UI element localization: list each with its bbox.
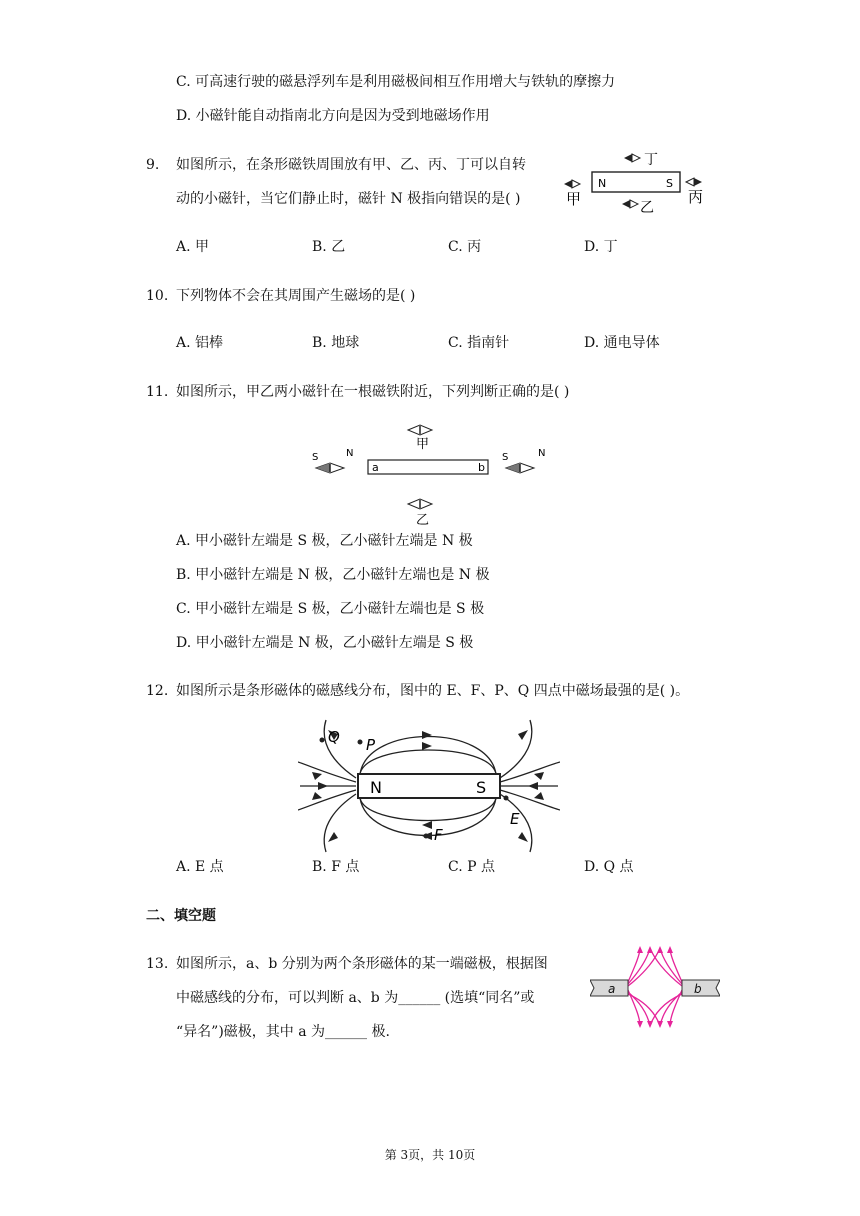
q12-magnet-s: S [476,778,487,797]
q9-number: 9. [146,157,160,173]
q11-left-s: S [312,452,319,463]
q8-option-d: D. 小磁针能自动指南北方向是因为受到地磁场作用 [176,108,490,124]
q12-figure [298,716,560,854]
q13-number: 13. [146,956,169,972]
q9-label-ding: 丁 [644,152,658,168]
q11-number: 11. [146,384,169,400]
section-title-fill-in: 二、填空题 [146,908,216,924]
q11-magnet-b: b [478,461,485,474]
q9-text-line2: 动的小磁针，当它们静止时，磁针 N 极指向错误的是( ) [176,191,521,207]
q10-option-b: B. 地球 [312,335,360,351]
q11-option-d: D. 甲小磁针左端是 N 极，乙小磁针左端是 S 极 [176,635,474,651]
q9-magnet-n: N [598,177,607,190]
q9-magnet-s: S [666,177,673,190]
q13-text-line2: 中磁感线的分布，可以判断 a、b 为______ (选填“同名”或 [176,990,535,1006]
q9-option-c: C. 丙 [448,239,482,255]
q11-label-jia: 甲 [416,437,430,452]
q11-magnet-a: a [372,461,379,474]
q9-option-a: A. 甲 [176,239,210,255]
q12-option-c: C. P 点 [448,859,495,875]
q12-point-p: P [366,736,376,754]
q8-option-c: C. 可高速行驶的磁悬浮列车是利用磁极间相互作用增大与铁轨的摩擦力 [176,74,616,90]
q11-label-yi: 乙 [416,513,430,528]
q11-option-b: B. 甲小磁针左端是 N 极，乙小磁针左端也是 N 极 [176,567,490,583]
q10-option-c: C. 指南针 [448,335,510,351]
q12-point-q: Q [328,728,340,746]
q12-option-a: A. E 点 [176,859,224,875]
q13-magnet-a: a [608,982,616,996]
q9-option-b: B. 乙 [312,239,346,255]
q11-text-line1: 如图所示，甲乙两小磁针在一根磁铁附近，下列判断正确的是( ) [176,384,570,400]
q11-figure [306,420,556,530]
q9-label-jia: 甲 [566,190,582,208]
q9-option-d: D. 丁 [584,239,618,255]
q10-text-line1: 下列物体不会在其周围产生磁场的是( ) [176,288,416,304]
q12-option-d: D. Q 点 [584,859,634,875]
q13-magnet-b: b [694,982,702,996]
q12-number: 12. [146,683,169,699]
page-footer: 第 3页，共 10页 [384,1148,476,1162]
q9-figure [560,146,720,216]
q9-label-yi: 乙 [640,200,654,216]
q12-point-f: F [434,826,443,844]
q10-option-d: D. 通电导体 [584,335,660,351]
q12-point-e: E [510,810,520,828]
q13-figure [590,944,720,1030]
q13-text-line3: “异名”)磁极，其中 a 为______ 极. [176,1024,390,1040]
q11-right-n: N [538,448,546,459]
q12-text-line1: 如图所示是条形磁体的磁感线分布，图中的 E、F、P、Q 四点中磁场最强的是( )。 [176,683,690,699]
q12-magnet-n: N [370,778,382,797]
q11-left-n: N [346,448,354,459]
q12-option-b: B. F 点 [312,859,360,875]
q11-option-c: C. 甲小磁针左端是 S 极，乙小磁针左端也是 S 极 [176,601,485,617]
q10-option-a: A. 铝棒 [176,335,224,351]
q9-text-line1: 如图所示，在条形磁铁周围放有甲、乙、丙、丁可以自转 [176,157,526,173]
q13-text-line1: 如图所示，a、b 分别为两个条形磁体的某一端磁极，根据图 [176,956,548,972]
q11-option-a: A. 甲小磁针左端是 S 极，乙小磁针左端是 N 极 [176,533,473,549]
q9-label-bing: 丙 [688,188,704,206]
q11-right-s: S [502,452,509,463]
q10-number: 10. [146,288,169,304]
